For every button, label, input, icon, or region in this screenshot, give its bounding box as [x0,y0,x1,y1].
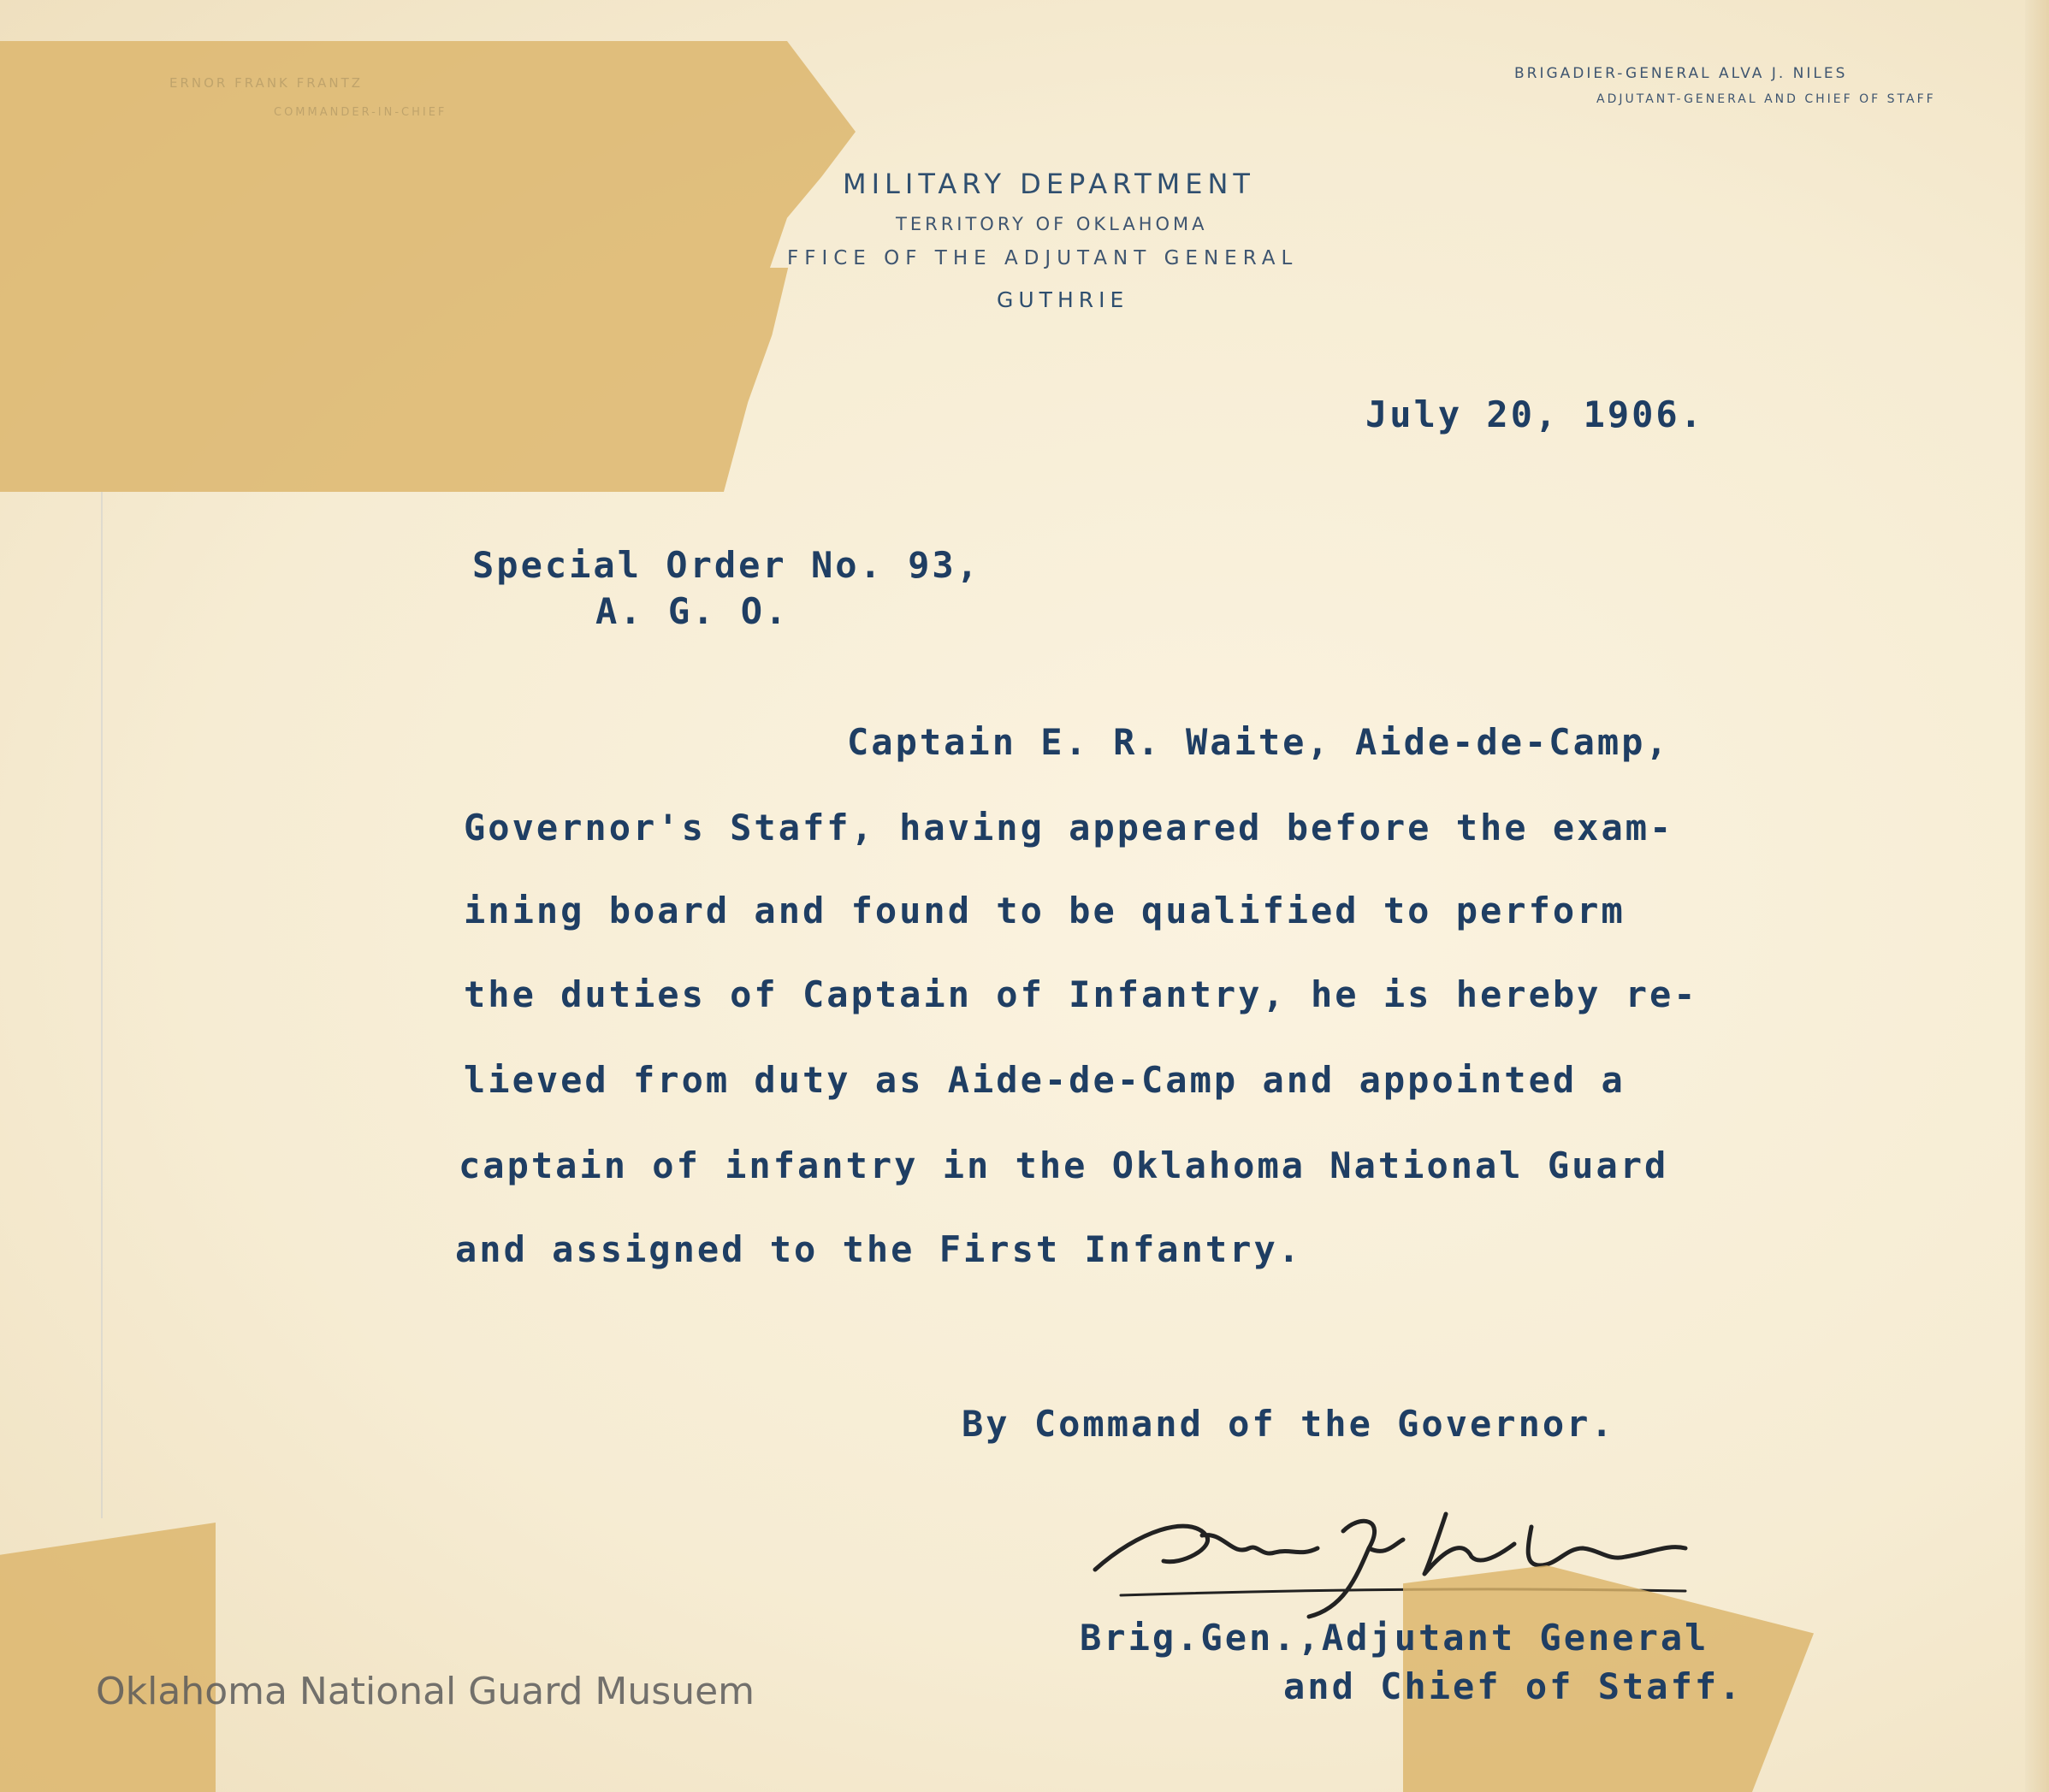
signer-title-continued: and Chief of Staff. [1283,1665,1744,1707]
letterhead-territory: TERRITORY OF OKLAHOMA [896,214,1208,234]
paper-edge [2025,0,2049,1792]
letterhead-department: MILITARY DEPARTMENT [843,168,1255,200]
tape-strip-top [0,41,856,268]
body-line: lieved from duty as Aide-de-Camp and appointed a [464,1059,1626,1101]
letter-date: July 20, 1906. [1365,393,1705,435]
tape-strip-second [0,268,804,492]
letterhead-city: GUTHRIE [997,287,1129,312]
museum-watermark: Oklahoma National Guard Musuem [96,1670,755,1713]
order-office: A. G. O. [595,590,790,632]
tape-strip-bottom-left [0,1523,216,1792]
body-line: the duties of Captain of Infantry, he is hereby re- [464,973,1698,1015]
body-line: and assigned to the First Infantry. [455,1228,1303,1270]
closing-line: By Command of the Governor. [962,1403,1615,1445]
body-line: Captain E. R. Waite, Aide-de-Camp, [847,721,1670,763]
signer-title: Brig.Gen.,Adjutant General [1080,1617,1709,1659]
margin-rule [101,492,103,1518]
body-line: Governor's Staff, having appeared before the exam- [464,807,1674,849]
letterhead-general: BRIGADIER-GENERAL ALVA J. NILES [1514,65,1848,82]
body-line: ining board and found to be qualified to perform [464,890,1626,931]
order-number: Special Order No. 93, [472,544,981,586]
letterhead-office: FFICE OF THE ADJUTANT GENERAL [787,247,1299,269]
body-line: captain of infantry in the Oklahoma National Guard [459,1144,1669,1186]
letterhead-adjutant: ADJUTANT-GENERAL AND CHIEF OF STAFF [1596,92,1936,106]
